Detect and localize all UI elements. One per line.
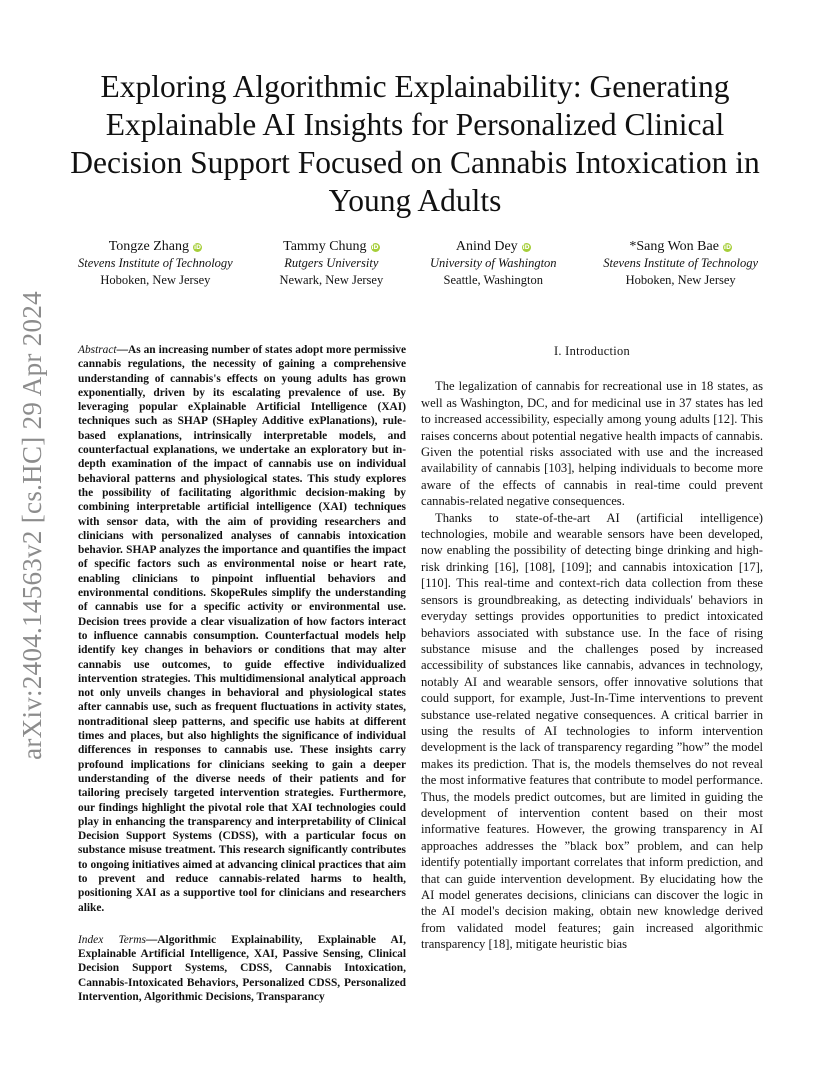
author-location: Newark, New Jersey [279,273,384,287]
author-affiliation: Stevens Institute of Technology [78,256,233,270]
author-name: *Sang Won Bae [629,239,719,254]
author-name: Tammy Chung [283,239,367,254]
orcid-icon[interactable]: iD [522,244,530,251]
author-list [78,238,758,289]
index-terms [78,933,406,1004]
author-location: Hoboken, New Jersey [625,273,736,287]
abstract-label: Abstract [78,344,117,356]
body-paragraph: Thanks to state-of-the-art AI (artificial intelligence) technologies, mobile and wearable sensors have been developed, now enabling the possibility of detecting binge drinking and high-risk drinking [16], [108], [109]; and cannabis intoxication [17], [110]. This real-time and context-rich data collection from these sensors is groundbreaking, as detecting individuals' behaviors in everyday settings provides opportunities to predict intoxicated behaviors associated with substance use. In the face of rising substance misuse and the challenges posed by increased accessibility of substances like cannabis, advances in technology, notably AI and wearable sensors, offer innovative solutions that could support, for example, Just-In-Time interventions to prevent substance use-related negative consequences. A critical barrier in using the results of AI technologies to inform intervention development is the lack of transparency regarding ”how” the model makes its prediction. That is, the models themselves do not reveal the most informative features that contribute to model performance. Thus, the models predict outcomes, but are limited in guiding the development of intervention content based on their most informative features. However, the growing transparency in AI approaches addresses the ”black box” problem, and can help identify potentially important correlates that inform prediction, and that can guide intervention development. By elucidating how the AI model generates decisions, clinicians can discover the logic in the AI model's decision making, obtain new knowledge derived from validated model features; gain increased algorithmic transparency [18], mitigate heuristic bias [421,510,763,952]
author-affiliation: University of Washington [429,256,557,270]
author-name: Tongze Zhang [108,239,189,254]
left-column [78,343,406,1004]
author-location: Hoboken, New Jersey [100,273,211,287]
orcid-icon[interactable]: iD [193,244,202,251]
orcid-icon[interactable]: iD [723,244,731,251]
author-block [78,238,233,289]
author-block [430,238,557,289]
author-location: Seattle, Washington [443,273,543,287]
orcid-icon[interactable]: iD [371,244,379,251]
author-name: Anind Dey [455,239,518,254]
index-terms-label: Index Terms [78,933,146,946]
paper-title: Exploring Algorithmic Explainability: Generating Explainable AI Insights for Personalized Clinical Decision Support Focused on Cannabis Intoxication in Young Adults [70,69,760,218]
right-column [421,343,763,953]
author-block [603,238,758,289]
body-paragraph: The legalization of cannabis for recreational use in 18 states, as well as Washington, DC, and for medicinal use in 37 states has led to increased accessibility, especially among young adults [12]. This raises concerns about potential negative health impacts of cannabis. Given the potential risks associated with use and the increased availability of cannabis [103], helping individuals to become more aware of the effects of cannabis in real-time could prevent cannabis-related negative consequences. [421,379,763,509]
author-affiliation: Stevens Institute of Technology [603,256,758,270]
arxiv-id-text: arXiv:2404.14563v2 [cs.HC] 29 Apr 2024 [16,290,47,760]
author-block [279,238,383,289]
arxiv-identifier-stamp [10,290,54,760]
author-affiliation: Rutgers University [284,256,379,270]
abstract-text: —As an increasing number of states adopt more permissive cannabis regulations, the necessity of gaining a comprehensive understanding of cannabis's effects on young adults has grown exponentially, driven by its escalating prevalence of use. By leveraging popular eXplainable Artificial Intelligence (XAI) techniques such as SHAP (SHapley Additive exPlanations), rule-based explanations, intrinsically interpretable models, and counterfactual explanations, we undertake an exploratory but in-depth examination of the impact of cannabis use on individual behavioral patterns and physiological states. This study explores the possibility of facilitating algorithmic decision-making by combining interpretable artificial intelligence (XAI) techniques with sensor data, with the aim of providing researchers and clinicians with personalized analyses of cannabis intoxication behavior. SHAP analyzes the importance and quantifies the impact of specific factors such as environmental noise or heart rate, enabling clinicians to pinpoint influential behaviors and environmental conditions. SkopeRules simplify the understanding of cannabis use for a specific activity or environmental use. Decision trees provide a clear visualization of how factors interact to influence cannabis consumption. Counterfactual models help identify key changes in behaviors or conditions that may alter cannabis use outcomes, to guide effective individualized intervention strategies. This multidimensional analytical approach not only unveils changes in behavioral and physiological states after cannabis use, such as frequent fluctuations in activity states, nontraditional sleep patterns, and specific use habits at different times and places, but also highlights the significance of individual differences in responses to cannabis use. These insights carry profound implications for clinicians seeking to gain a deeper understanding of the diverse needs of their patients and for tailoring precisely targeted intervention strategies. Furthermore, our findings highlight the pivotal role that XAI technologies could play in enhancing the transparency and interpretability of Clinical Decision Support Systems (CDSS), with a particular focus on substance misuse treatment. This research significantly contributes to ongoing initiatives aimed at advancing clinical practices that aim to prevent and reduce cannabis-related harms to health, positioning XAI as a supportive tool for clinicians and researchers alike. [78,344,406,914]
section-heading: I. Introduction [553,344,631,358]
index-terms-text: —Algorithmic Explainability, Explainable AI, Explainable Artificial Intelligence, XAI, Passive Sensing, Clinical Decision Support Systems, CDSS, Cannabis Intoxication, Cannabis-Intoxicated Behaviors, Personalized CDSS, Personalized Intervention, Algorithmic Decisions, Transparancy [78,933,406,1004]
abstract [78,343,406,915]
